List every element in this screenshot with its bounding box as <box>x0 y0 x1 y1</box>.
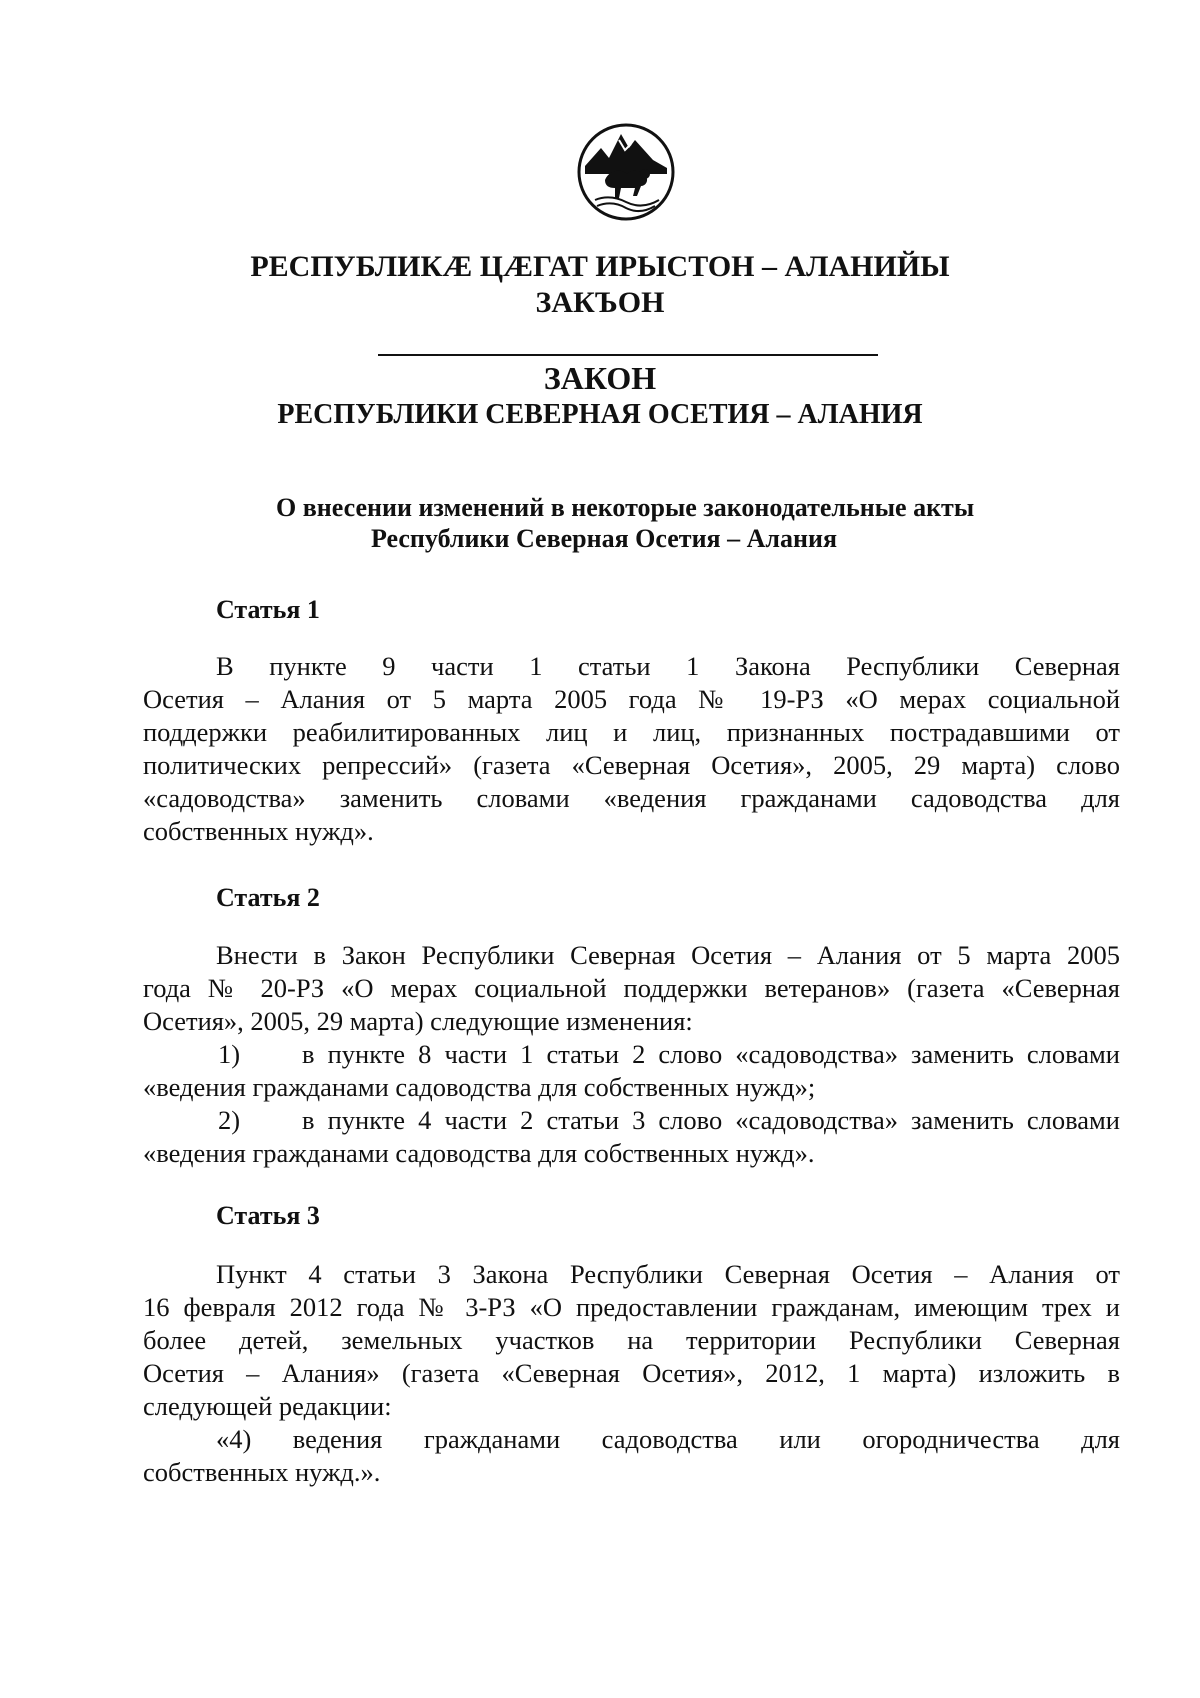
article-1-heading: Статья 1 <box>216 595 320 624</box>
paragraph-line: собственных нужд.». <box>143 1457 381 1487</box>
paragraph-line: Осетия», 2005, 29 марта) следующие изменения: <box>143 1006 693 1036</box>
document-title-line1: О внесении изменений в некоторые законодательные акты <box>276 493 975 522</box>
document-title-line2: Республики Северная Осетия – Алания <box>371 524 838 553</box>
article-1-body <box>143 650 1120 848</box>
paragraph-line: собственных нужд». <box>143 816 374 846</box>
russian-law-title: ЗАКОН <box>543 360 657 396</box>
paragraph-line: «4) ведения гражданами садоводства или огородничества для <box>216 1424 1120 1454</box>
list-item-text: в пункте 4 части 2 статьи 3 слово «садоводства» заменить словами <box>302 1105 1120 1135</box>
article-3-heading: Статья 3 <box>216 1201 320 1230</box>
paragraph-line: «садоводства» заменить словами «ведения гражданами садоводства для <box>143 783 1120 813</box>
list-item-continuation: «ведения гражданами садоводства для собственных нужд»; <box>143 1072 816 1102</box>
ossetian-law-title: ЗАКЪОН <box>535 286 665 319</box>
title-divider <box>378 354 878 356</box>
paragraph-line: поддержки реабилитированных лиц и лиц, признанных пострадавшими от <box>143 717 1120 747</box>
list-item-2 <box>143 1104 1120 1137</box>
list-item-text: в пункте 8 части 1 статьи 2 слово «садоводства» заменить словами <box>302 1039 1120 1069</box>
paragraph-line: Внести в Закон Республики Северная Осетия – Алания от 5 марта 2005 <box>216 940 1120 970</box>
paragraph-line: следующей редакции: <box>143 1391 392 1421</box>
article-2-heading: Статья 2 <box>216 883 320 912</box>
list-item-continuation: «ведения гражданами садоводства для собственных нужд». <box>143 1138 815 1168</box>
russian-republic-title: РЕСПУБЛИКИ СЕВЕРНАЯ ОСЕТИЯ – АЛАНИЯ <box>277 399 923 430</box>
paragraph-line: Осетия – Алания от 5 марта 2005 года № 19-РЗ «О мерах социальной <box>143 684 1120 714</box>
paragraph-line: 16 февраля 2012 года № 3-РЗ «О предоставлении гражданам, имеющим трех и <box>143 1292 1120 1322</box>
paragraph-line: Осетия – Алания» (газета «Северная Осетия», 2012, 1 марта) изложить в <box>143 1358 1120 1388</box>
article-2-body <box>143 939 1120 1170</box>
paragraph-line: года № 20-РЗ «О мерах социальной поддержки ветеранов» (газета «Северная <box>143 973 1120 1003</box>
paragraph-line: В пункте 9 части 1 статьи 1 Закона Республики Северная <box>216 651 1120 681</box>
paragraph-line: Пункт 4 статьи 3 Закона Республики Северная Осетия – Алания от <box>216 1259 1120 1289</box>
paragraph-line: более детей, земельных участков на территории Республики Северная <box>143 1325 1120 1355</box>
list-item-number: 2) <box>218 1105 241 1135</box>
paragraph-line: политических репрессий» (газета «Северная Осетия», 2005, 29 марта) слово <box>143 750 1120 780</box>
coat-of-arms-emblem <box>575 118 677 226</box>
list-item-1 <box>143 1038 1120 1071</box>
ossetian-republic-title: РЕСПУБЛИКÆ ЦÆГАТ ИРЫСТОН – АЛАНИЙЫ <box>250 250 950 283</box>
article-3-body <box>143 1258 1120 1489</box>
list-item-number: 1) <box>218 1039 241 1069</box>
